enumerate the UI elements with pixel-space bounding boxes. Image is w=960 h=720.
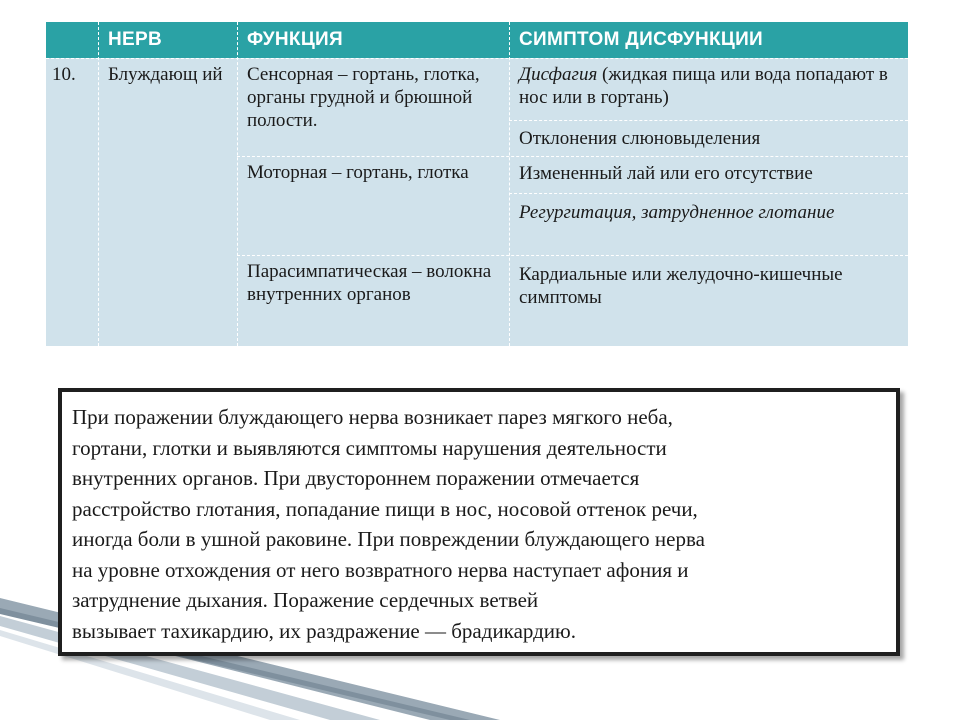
function-motor: Моторная – гортань, глотка (237, 156, 509, 255)
symptom-regurgitation: Регургитация, затрудненное глотание (509, 193, 908, 255)
note-line: гортани, глотки и выявляются симптомы нарушения деятельности (72, 435, 667, 460)
vagus-nerve-description-box (58, 388, 900, 656)
symptom-dysphagia-desc: (жидкая пища или вода попадают в нос или в гортань) (519, 64, 888, 108)
function-sensory: Сенсорная – гортань, глотка, органы грудной и брюшной полости. (237, 58, 509, 156)
grid-line (46, 58, 908, 59)
symptom-salivation: Отклонения слюновыделения (509, 120, 908, 156)
symptom-cardiac: Кардиальные или желудочно-кишечные симптомы (509, 255, 908, 346)
grid-line (237, 255, 908, 256)
note-line: затруднение дыхания. Поражение сердечных ветвей (72, 588, 539, 612)
grid-line (98, 22, 99, 346)
note-line: внутренних органов. При двустороннем поражении отмечается (72, 466, 640, 490)
note-line: При поражении блуждающего нерва возникает парез мягкого неба, (72, 405, 673, 429)
nerve-name: Блуждающ ий (98, 58, 237, 346)
header-num (46, 22, 98, 58)
header-nerve: НЕРВ (98, 22, 237, 58)
note-line: иногда боли в ушной раковине. При повреждении блуждающего нерва (72, 527, 705, 551)
note-line: на уровне отхождения от него возвратного нерва наступает афония и (72, 557, 689, 582)
header-symptom: СИМПТОМ ДИСФУНКЦИИ (509, 22, 908, 58)
grid-line (237, 156, 908, 157)
grid-line (509, 120, 908, 121)
grid-line (509, 193, 908, 194)
nerve-function-table (46, 22, 908, 346)
header-function: ФУНКЦИЯ (237, 22, 509, 58)
grid-line (509, 22, 510, 346)
note-line: вызывает тахикардию, их раздражение — брадикардию. (72, 618, 576, 643)
symptom-dysphagia (509, 58, 908, 120)
symptom-bark: Измененный лай или его отсутствие (509, 156, 908, 193)
row-number: 10. (46, 58, 98, 346)
function-parasympathetic: Парасимпатическая – волокна внутренних органов (237, 255, 509, 346)
note-line: расстройство глотания, попадание пищи в нос, носовой оттенок речи, (72, 496, 698, 521)
symptom-dysphagia-term: Дисфагия (519, 64, 598, 85)
grid-line (237, 22, 238, 346)
